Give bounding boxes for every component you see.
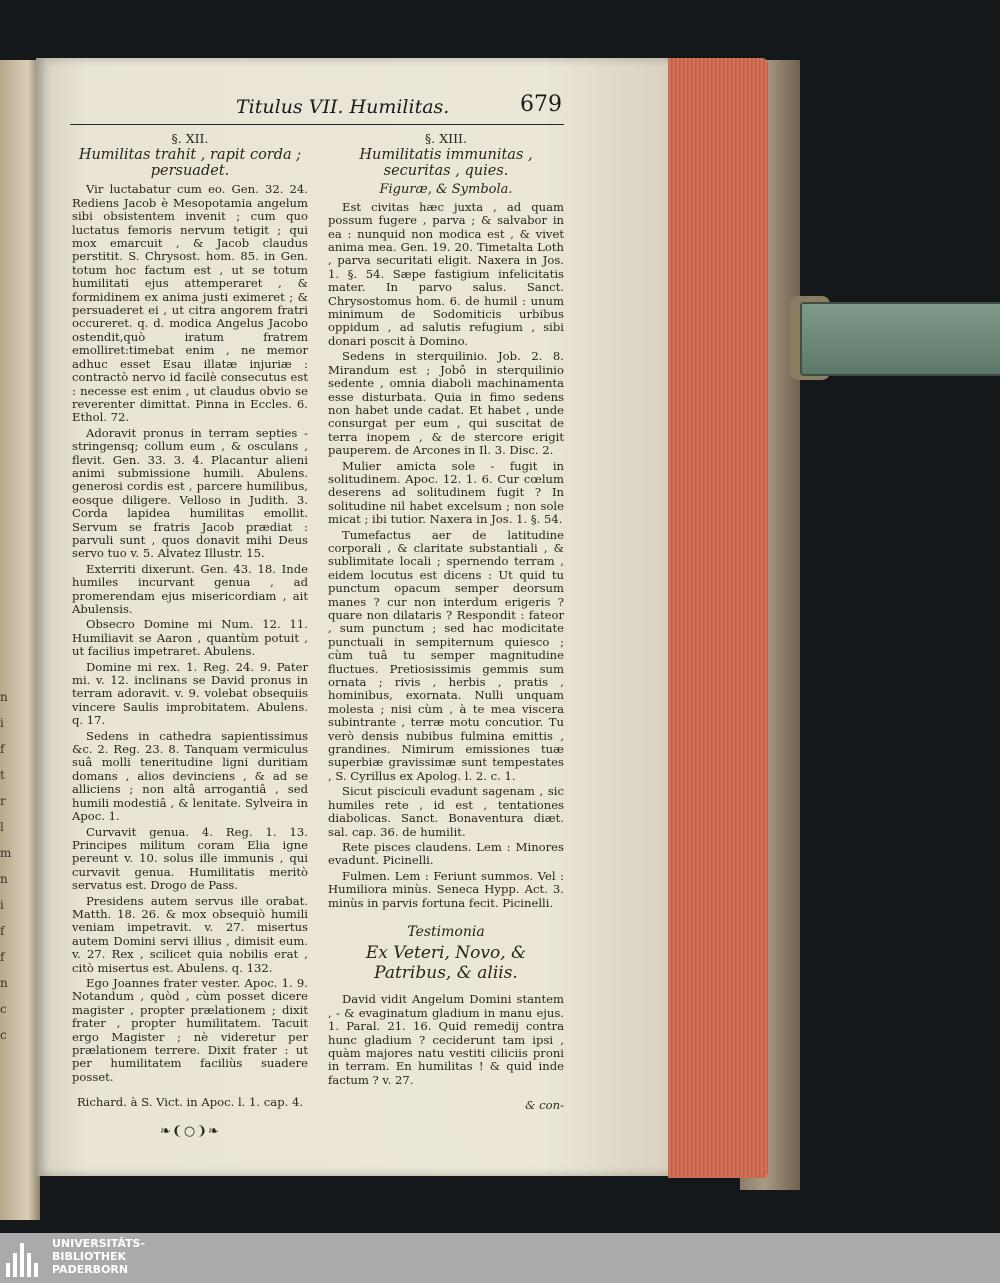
left-paragraphs	[72, 183, 308, 1084]
paragraph: Presidens autem servus ille orabat. Matth. 18. 26. & mox obsequiò humili veniam impetravit. v. 27. misertus autem Domini servi illius , dimisit eum. v. 27. Rex , scilicet quia nobilis erat , citò misertus est. Abulens. q. 132.	[72, 893, 308, 975]
margin-char: c	[0, 1028, 7, 1042]
section-title: Humilitatis immunitas , securitas , quies.	[359, 147, 533, 180]
paragraph: Fulmen. Lem : Feriunt summos. Vel : Humiliora minùs. Seneca Hypp. Act. 3. minùs in parvis fortuna fecit. Picinelli.	[328, 868, 564, 910]
page-edges	[668, 58, 768, 1178]
right-paragraphs	[328, 201, 564, 910]
running-head: Titulus VII. Humilitas.	[236, 96, 450, 118]
margin-char: t	[0, 768, 5, 782]
page-number: 679	[520, 92, 562, 117]
margin-char: c	[0, 1002, 7, 1016]
section-title: Humilitas trahit , rapit corda ; persuadet.	[78, 147, 302, 180]
paragraph: Sedens in sterquilinio. Job. 2. 8. Mirandum est ; Jobô in sterquilinio sedente , omnia diaboli machinamenta esse disturbata. Quia in fimo sedens non habet unde cadat. Et habet , unde consurgat per eum , qui suscitat de terra inopem , & de stercore erigit pauperem. de Arcones in Il. 3. Disc. 2.	[328, 349, 564, 458]
paragraph: Sicut pisciculi evadunt sagenam , sic humiles rete , id est , tentationes diabolicas. Sanct. Bonaventura diæt. sal. cap. 36. de humilit.	[328, 784, 564, 839]
testimonia-subheading: Ex Veteri, Novo, & Patribus, & aliis.	[365, 943, 527, 984]
paragraph: Ego Joannes frater vester. Apoc. 1. 9. Notandum , quòd , cùm posset dicere magister , propter prælationem ; dixit frater , propter humilitatem. Tacuit ergo Magister ; nè videretur per prælationem terrere. Dixit frater : ut per humilitatem faciliùs suadere posset.	[72, 975, 308, 1084]
paragraph: Vir luctabatur cum eo. Gen. 32. 24. Rediens Jacob è Mesopotamia angelum sibi obsistentem invenit ; cum quo luctatus femoris nervum tetigit ; qui mox emarcuit , & Jacob claudus perstitit. S. Chrysost. hom. 85. in Gen. totum hoc factum est , ut se totum humilitati ejus attemperaret , & formidinem ex anima justi eximeret ; & persuaderet ei , ut citra angorem fratri occureret. q. d. modica Angelus Jacobo ostendit,quò iratum fratrem emolliret:timebat enim , ne memor adhuc esset Esau illatæ injuriæ : contractò nervo id facilè consecutus est : necesse est enim , ut claudus obvio se reverenter dimittat. Pinna in Eccles. 6. Ethol. 72.	[72, 182, 308, 425]
paragraph: David vidit Angelum Domini stantem , - & evaginatum gladium in manu ejus. 1. Paral. 21. 16. Quid remedij contra hunc gladium ? ceciderunt tam ipsi , quàm majores natu vestiti ciliciis proni in terram. En humilitas ! & quid inde factum ? v. 27.	[328, 992, 564, 1087]
left-page-edge	[0, 60, 40, 1220]
section-number: §. XIII.	[425, 131, 467, 146]
paragraph: Obsecro Domine mi Num. 12. 11. Humiliavit se Aaron , quantùm potuit , ut facilius impetraret. Abulens.	[72, 617, 308, 659]
metal-clasp	[800, 302, 1000, 376]
margin-char: i	[0, 716, 4, 730]
left-column	[72, 132, 308, 1152]
attribution: Richard. à S. Vict. in Apoc. l. 1. cap. 4.	[76, 1094, 304, 1109]
margin-char: l	[0, 820, 4, 834]
section-number: §. XII.	[171, 131, 209, 146]
right-column	[328, 132, 564, 1124]
paragraph: Rete pisces claudens. Lem : Minores evadunt. Picinelli.	[328, 839, 564, 868]
fleuron-ornament: ❧❨○❩❧	[160, 1124, 220, 1140]
margin-char: m	[0, 846, 12, 860]
testimonia-heading: Testimonia	[407, 923, 485, 940]
page-header	[70, 92, 564, 125]
paragraph: Tumefactus aer de latitudine corporali , & claritate substantiali , & sublimitate locali ; spernendo terram , eidem locutus est dicens : Ut quid tu punctum opacum semper deorsum manes ? cur non interdum erigeris ? quare non dilataris ? Respondit : fateor , sum punctum ; sed hac modicitate punctuali in sempiternum quiesco ; cùm tuâ tu semper magnitudine fluctues. Pretiosissimis gemmis sum ornata ; rivis , herbis , pratis , hominibus, exornata. Nulli unquam molesta ; nisi cùm , à te mea viscera subintrante , terræ motu concutior. Tu verò densis nubibus fulmina emittis , grandines. Nimirum emissiones tuæ superbiæ gravissimæ sunt tempestates , S. Cyrillus ex Apolog. l. 2. c. 1.	[328, 527, 564, 783]
library-name: UNIVERSITÄTS- BIBLIOTHEK PADERBORN	[52, 1237, 146, 1276]
library-footer	[0, 1233, 1000, 1283]
paragraph: Exterriti dixerunt. Gen. 43. 18. Inde humiles incurvant genua , ad promerendam ejus misericordiam , ait Abulensis.	[72, 561, 308, 616]
paragraph: Mulier amicta sole - fugit in solitudinem. Apoc. 12. 1. 6. Cur cœlum deserens ad solitudinem fugit ? In solitudine nil habet excelsum ; non sole micat ; ibi tutior. Naxera in Jos. 1. §. 54.	[328, 458, 564, 527]
margin-char: i	[0, 898, 4, 912]
margin-char: n	[0, 690, 8, 704]
paragraph: Est civitas hæc juxta , ad quam possum fugere , parva ; & salvabor in ea : nunquid non modica est , & vivet anima mea. Gen. 19. 20. Timetalta Loth , parva securitati eligit. Naxera in Jos. 1. §. 54. Sæpe fastigium infelicitatis mater. In parvo salus. Sanct. Chrysostomus hom. 6. de humil : unum minimum de Sodomiticis urbibus oppidum , ad salutis refugium , sibi donari poscit à Domino.	[328, 199, 564, 348]
paragraph: Domine mi rex. 1. Reg. 24. 9. Pater mi. v. 12. inclinans se David pronus in terram adoravit. v. 9. volebat obsequiis vincere Saulis improbitatem. Abulens. q. 17.	[72, 659, 308, 728]
margin-char: f	[0, 950, 5, 964]
margin-char: r	[0, 794, 6, 808]
section-subtitle: Figuræ, & Symbola.	[379, 182, 513, 198]
paragraph: Curvavit genua. 4. Reg. 1. 13. Principes militum coram Elia igne pereunt v. 10. solus ille immunis , qui curvavit genua. Humilitatis meritò servatus est. Drogo de Pass.	[72, 824, 308, 893]
margin-char: n	[0, 872, 8, 886]
margin-char: n	[0, 976, 8, 990]
library-logo-icon	[6, 1239, 46, 1277]
paragraph: Adoravit pronus in terram septies - stringensq; collum eum , & osculans , flevit. Gen. 33. 3. 4. Placantur alieni animi submissione humili. Abulens. generosi cordis est , parcere humilibus, eosque diligere. Velloso in Judith. 3. Corda lapidea humilitas emollit. Servum se fratris Jacob prædiat : parvuli sunt , quos donavit mihi Deus servo tuo v. 5. Alvatez Illustr. 15.	[72, 425, 308, 561]
margin-char: f	[0, 742, 5, 756]
catchword: & con-	[525, 1097, 564, 1112]
paragraph: Sedens in cathedra sapientissimus &c. 2. Reg. 23. 8. Tanquam vermiculus suâ molli teneritudine ligni duritiam domans , alios devinciens , & ad se alliciens ; non altâ arrogantiâ , sed humili modestiâ , & lenitate. Sylveira in Apoc. 1.	[72, 728, 308, 824]
margin-char: f	[0, 924, 5, 938]
